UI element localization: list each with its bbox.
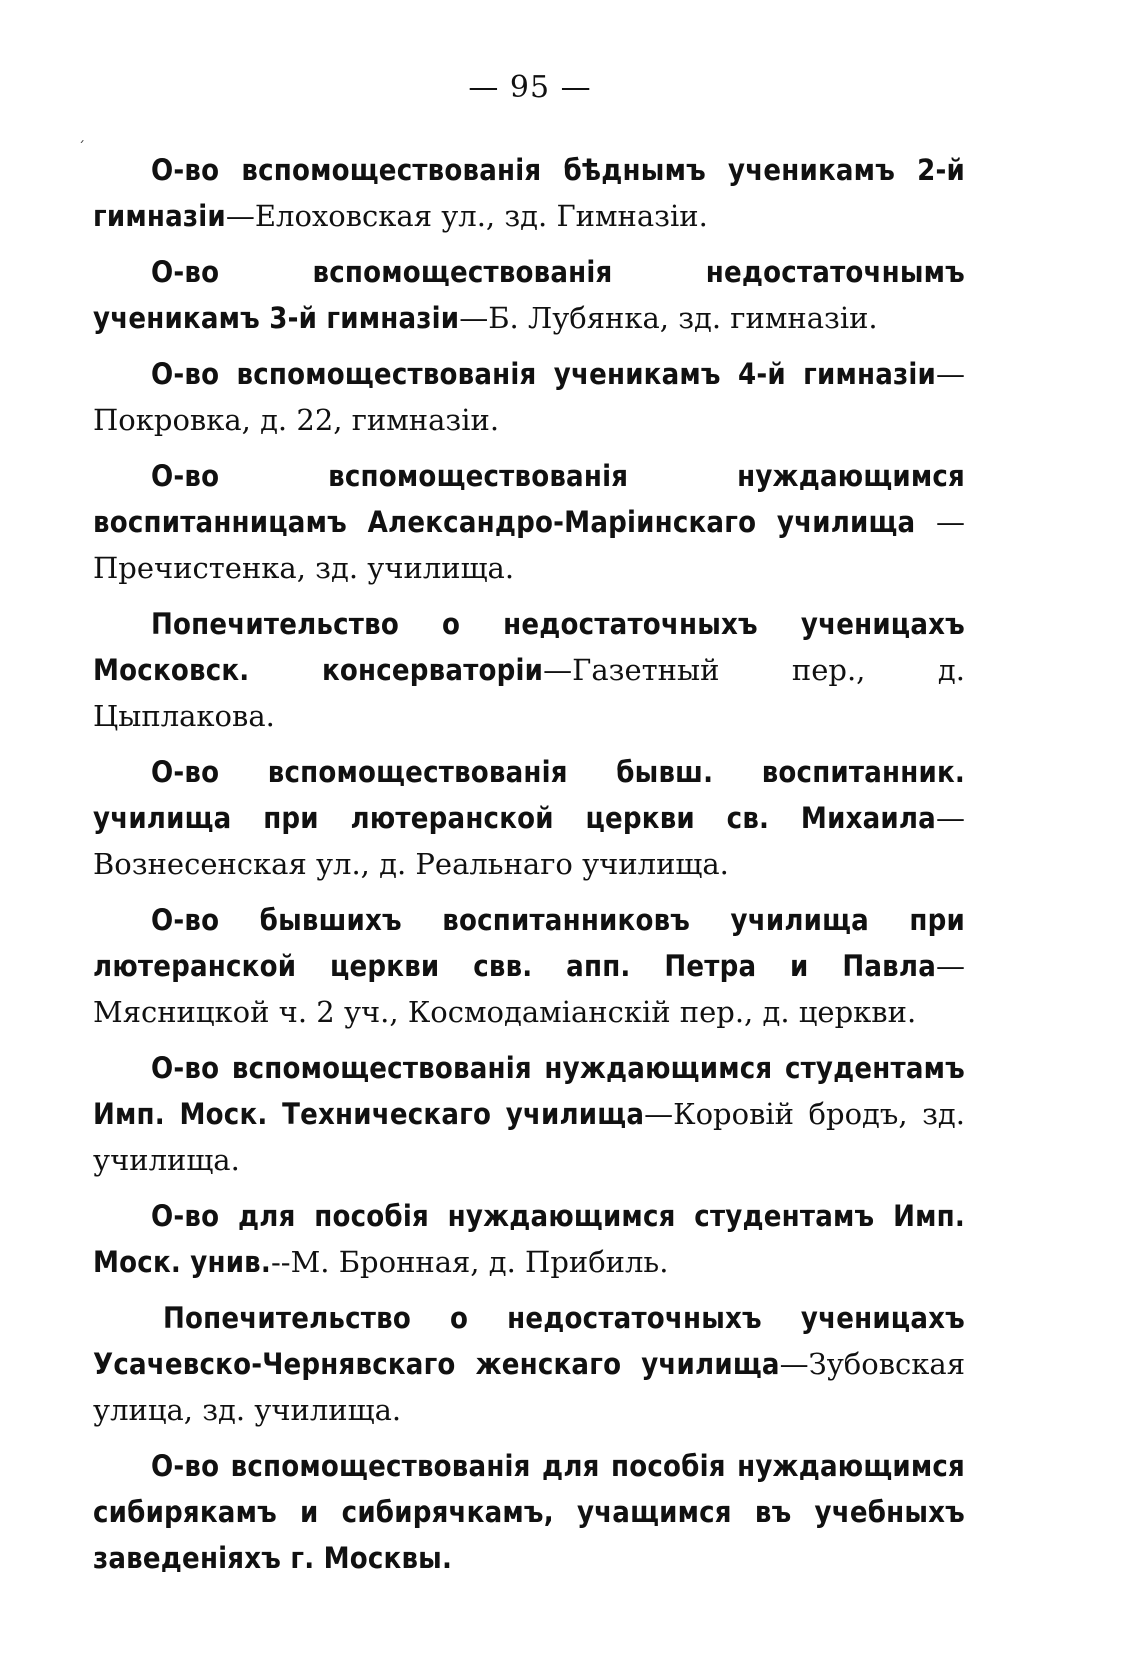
list-item [93,454,965,592]
list-item [93,1046,965,1184]
society-address: —Покровка, д. 22, гимназіи. [93,357,965,437]
society-address: —Вознесенская ул., д. Реальнаго училища. [93,801,965,881]
ink-speck: ˊ [78,140,85,156]
page-number: — 95 — [468,70,592,105]
society-name: О-во вспомоществованія бѣднымъ ученикамъ 2-й гимназіи [93,153,965,233]
society-name: О-во вспомоществованія ученикамъ 4-й гимназіи [151,357,936,391]
society-address: —Елоховская ул., зд. Гимназіи. [225,199,708,233]
society-address: --М. Бронная, д. Прибиль. [271,1245,669,1279]
society-address: —Зубовская улица, зд. училища. [93,1347,965,1427]
list-item [93,1444,965,1582]
society-address: —Мясницкой ч. 2 уч., Космодаміанскій пер., д. церкви. [93,949,965,1029]
society-name: О-во вспомоществованія бывш. воспитанник. училища при лютеранской церкви св. Михаила [93,755,965,835]
society-address: —Б. Лубянка, зд. гимназіи. [459,301,878,335]
society-address: — Пречистенка, зд. училища. [93,505,966,585]
entries-list [93,148,965,1592]
society-address: —Газетный пер., д. Цыплакова. [93,653,965,733]
society-name: О-во вспомоществованія недостаточнымъ ученикамъ 3-й гимназіи [93,255,965,335]
list-item [93,148,965,240]
list-item [93,352,965,444]
list-item [93,1194,965,1286]
list-item [93,898,965,1036]
society-name: О-во бывшихъ воспитанниковъ училища при лютеранской церкви свв. апп. Петра и Павла [93,903,965,983]
list-item [93,602,965,740]
list-item [93,1296,965,1434]
society-name: О-во вспомоществованія нуждающимся воспитанницамъ Александро-Маріинскаго училища [93,459,965,539]
list-item [93,750,965,888]
society-name: О-во вспомоществованія нуждающимся студентамъ Имп. Моск. Техническаго училища [93,1051,965,1131]
society-name: О-во для пособія нуждающимся студентамъ Имп. Моск. унив. [93,1199,965,1279]
list-item [93,250,965,342]
society-address: —Коровій бродъ, зд. училища. [93,1097,965,1177]
society-name: О-во вспомоществованія для пособія нуждающимся сибирякамъ и сибирячкамъ, учащимся въ учебныхъ заведеніяхъ г. Москвы. [93,1449,965,1575]
society-name: Попечительство о недостаточныхъ ученицахъ Усачевско-Чернявскаго женскаго училища [93,1301,965,1381]
society-name: Попечительство о недостаточныхъ ученицахъ Московск. консерваторіи [93,607,965,687]
